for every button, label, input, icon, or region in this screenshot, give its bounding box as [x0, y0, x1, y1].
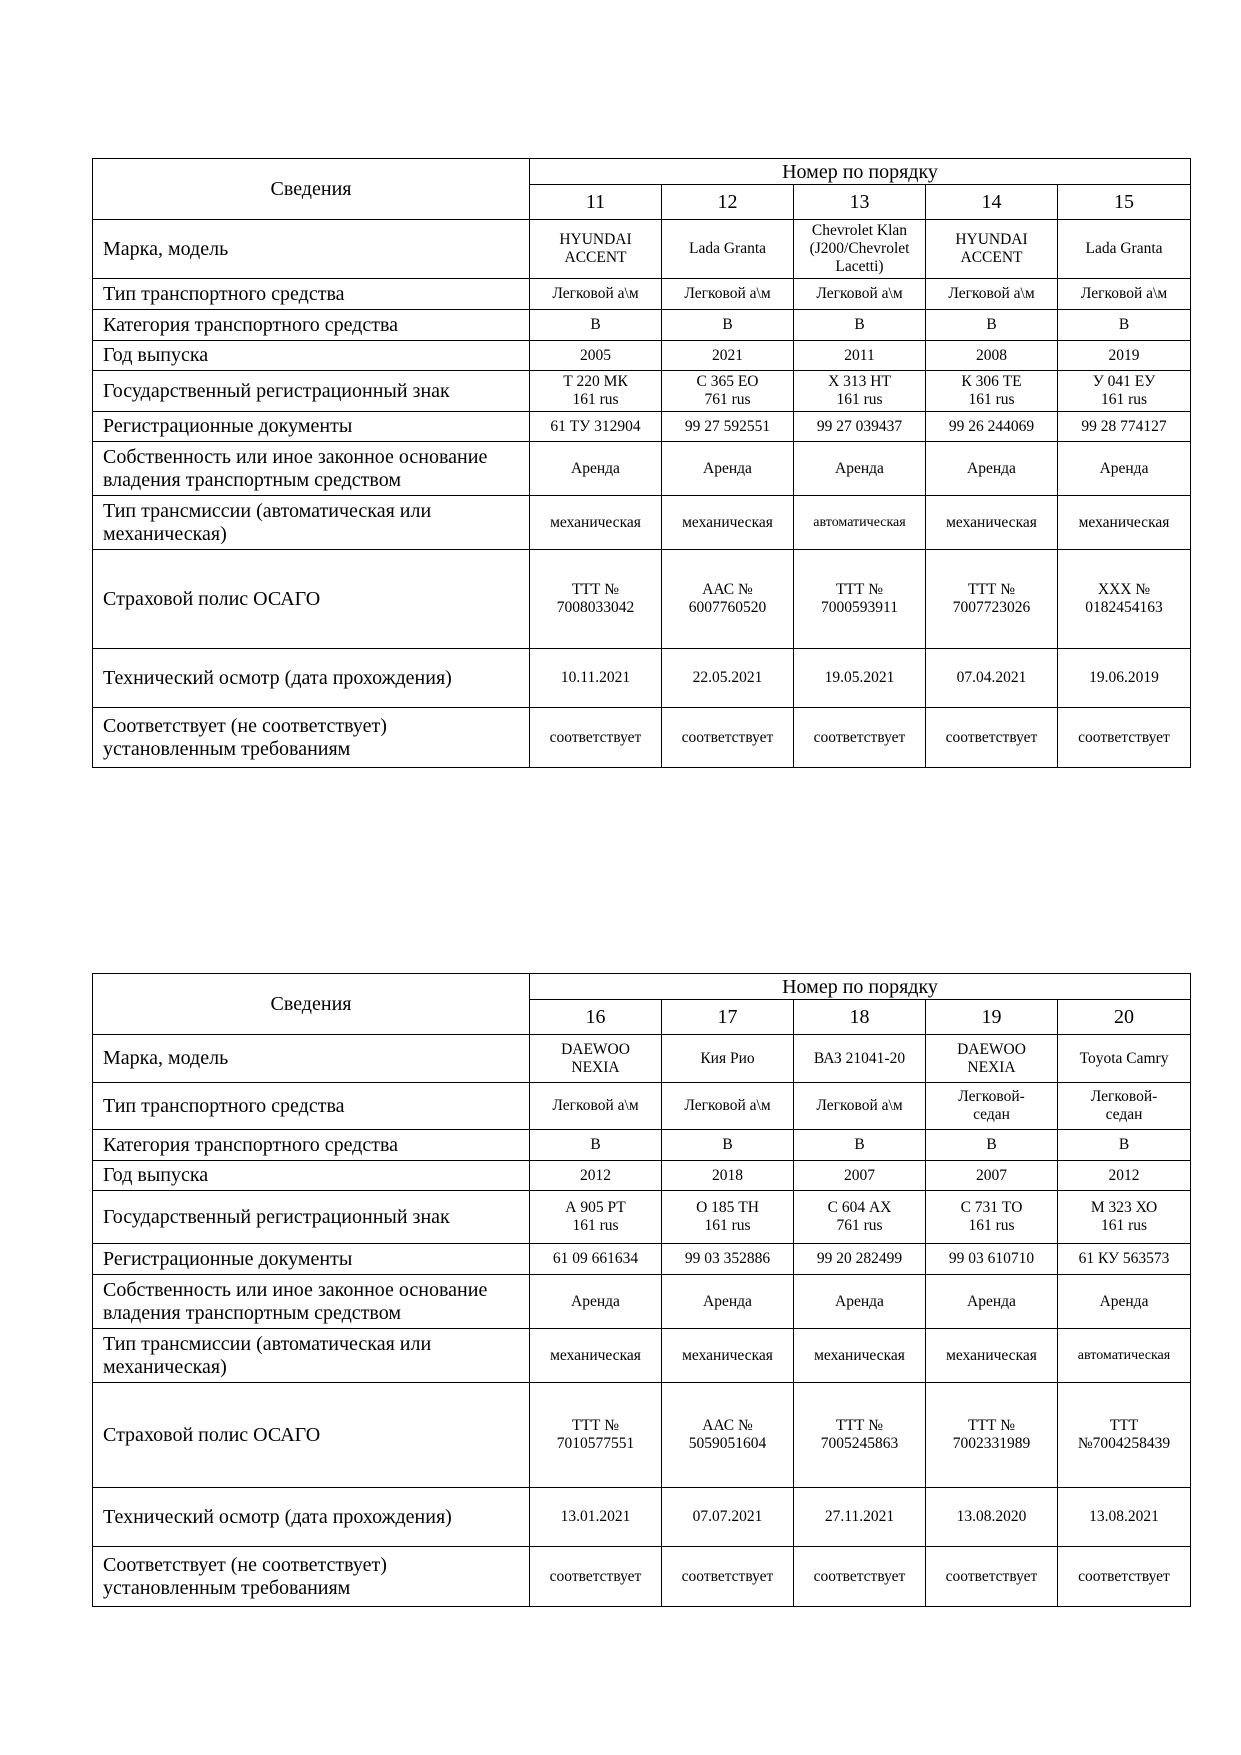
cell-value: ТТТ № 7005245863 — [794, 1383, 926, 1488]
row-label: Категория транспортного средства — [93, 1130, 530, 1161]
row-insurance — [93, 550, 1191, 649]
cell-value: 99 20 282499 — [794, 1244, 926, 1275]
cell-value: В — [926, 1130, 1058, 1161]
cell-value: 2005 — [530, 341, 662, 371]
row-ownership — [93, 442, 1191, 496]
cell-value: соответствует — [1058, 708, 1191, 768]
cell-value: 61 ТУ 312904 — [530, 412, 662, 442]
cell-value: 99 27 592551 — [662, 412, 794, 442]
row-plate — [93, 1191, 1191, 1244]
cell-value: 2011 — [794, 341, 926, 371]
order-number: 19 — [926, 1000, 1058, 1035]
cell-value: В — [662, 310, 794, 341]
cell-value: HYUNDAI ACCENT — [926, 220, 1058, 279]
cell-value: Легковой а\м — [926, 279, 1058, 310]
cell-value: Т 220 МК 161 rus — [530, 371, 662, 412]
order-number-header: Номер по порядку — [530, 974, 1191, 1000]
row-inspection — [93, 649, 1191, 708]
row-label: Страховой полис ОСАГО — [93, 550, 530, 649]
cell-value: О 185 ТН 161 rus — [662, 1191, 794, 1244]
cell-value: Кия Рио — [662, 1035, 794, 1083]
cell-value: В — [1058, 310, 1191, 341]
cell-value: ТТТ № 7007723026 — [926, 550, 1058, 649]
cell-value: Lada Granta — [662, 220, 794, 279]
row-compliance — [93, 1547, 1191, 1607]
order-number: 17 — [662, 1000, 794, 1035]
cell-value: 19.06.2019 — [1058, 649, 1191, 708]
cell-value: Аренда — [530, 1275, 662, 1329]
cell-value: Легковой а\м — [662, 1083, 794, 1130]
cell-value: Аренда — [662, 1275, 794, 1329]
row-label: Год выпуска — [93, 341, 530, 371]
row-make-model — [93, 1035, 1191, 1083]
cell-value: А 905 РТ 161 rus — [530, 1191, 662, 1244]
row-label: Собственность или иное законное основание владения транспортным средством — [93, 442, 530, 496]
row-label: Тип трансмиссии (автоматическая или механическая) — [93, 1329, 530, 1383]
header-row — [93, 159, 1191, 185]
info-header: Сведения — [93, 974, 530, 1035]
vehicle-table-2 — [92, 973, 1191, 1607]
cell-value: В — [1058, 1130, 1191, 1161]
order-number: 15 — [1058, 185, 1191, 220]
cell-value: соответствует — [530, 1547, 662, 1607]
cell-value: Легковой а\м — [794, 1083, 926, 1130]
cell-value: 2012 — [1058, 1161, 1191, 1191]
cell-value: 19.05.2021 — [794, 649, 926, 708]
cell-value: Легковой а\м — [530, 1083, 662, 1130]
row-plate — [93, 371, 1191, 412]
cell-value: 99 28 774127 — [1058, 412, 1191, 442]
cell-value: механическая — [794, 1329, 926, 1383]
row-year — [93, 341, 1191, 371]
cell-value: механическая — [530, 496, 662, 550]
row-transmission — [93, 1329, 1191, 1383]
cell-value: В — [794, 310, 926, 341]
row-label: Технический осмотр (дата прохождения) — [93, 1488, 530, 1547]
cell-value: С 604 АХ 761 rus — [794, 1191, 926, 1244]
row-label: Государственный регистрационный знак — [93, 371, 530, 412]
cell-value: В — [530, 310, 662, 341]
cell-value: 2019 — [1058, 341, 1191, 371]
row-label: Тип транспортного средства — [93, 1083, 530, 1130]
row-label: Технический осмотр (дата прохождения) — [93, 649, 530, 708]
cell-value: механическая — [662, 1329, 794, 1383]
cell-value: Аренда — [794, 1275, 926, 1329]
cell-value: Легковой а\м — [662, 279, 794, 310]
cell-value: 07.04.2021 — [926, 649, 1058, 708]
cell-value: Lada Granta — [1058, 220, 1191, 279]
cell-value: 13.08.2021 — [1058, 1488, 1191, 1547]
cell-value: механическая — [926, 496, 1058, 550]
cell-value: ТТТ № 7010577551 — [530, 1383, 662, 1488]
row-label: Марка, модель — [93, 220, 530, 279]
cell-value: Легковой- седан — [926, 1083, 1058, 1130]
row-make-model — [93, 220, 1191, 279]
cell-value: 07.07.2021 — [662, 1488, 794, 1547]
cell-value: механическая — [662, 496, 794, 550]
cell-value: ААС № 5059051604 — [662, 1383, 794, 1488]
order-number: 12 — [662, 185, 794, 220]
cell-value: ТТТ № 7000593911 — [794, 550, 926, 649]
cell-value: соответствует — [926, 1547, 1058, 1607]
cell-value: соответствует — [662, 1547, 794, 1607]
cell-value: Аренда — [1058, 1275, 1191, 1329]
cell-value: автоматическая — [1058, 1329, 1191, 1383]
cell-value: 2007 — [926, 1161, 1058, 1191]
cell-value: 27.11.2021 — [794, 1488, 926, 1547]
row-category — [93, 1130, 1191, 1161]
row-insurance — [93, 1383, 1191, 1488]
cell-value: ВАЗ 21041-20 — [794, 1035, 926, 1083]
row-inspection — [93, 1488, 1191, 1547]
row-label: Регистрационные документы — [93, 1244, 530, 1275]
cell-value: механическая — [926, 1329, 1058, 1383]
cell-value: Аренда — [1058, 442, 1191, 496]
cell-value: Аренда — [530, 442, 662, 496]
cell-value: Chevrolet Klan (J200/Chevrolet Lacetti) — [794, 220, 926, 279]
cell-value: 13.08.2020 — [926, 1488, 1058, 1547]
row-documents — [93, 412, 1191, 442]
cell-value: соответствует — [1058, 1547, 1191, 1607]
row-label: Год выпуска — [93, 1161, 530, 1191]
cell-value: Легковой- седан — [1058, 1083, 1191, 1130]
cell-value: ХХХ № 0182454163 — [1058, 550, 1191, 649]
order-number: 16 — [530, 1000, 662, 1035]
row-label: Собственность или иное законное основание владения транспортным средством — [93, 1275, 530, 1329]
order-number-header: Номер по порядку — [530, 159, 1191, 185]
cell-value: В — [794, 1130, 926, 1161]
order-number: 13 — [794, 185, 926, 220]
cell-value: Легковой а\м — [530, 279, 662, 310]
cell-value: С 731 ТО 161 rus — [926, 1191, 1058, 1244]
row-label: Тип трансмиссии (автоматическая или механическая) — [93, 496, 530, 550]
cell-value: Аренда — [662, 442, 794, 496]
row-label: Государственный регистрационный знак — [93, 1191, 530, 1244]
cell-value: соответствует — [794, 1547, 926, 1607]
cell-value: автоматическая — [794, 496, 926, 550]
cell-value: ТТТ №7004258439 — [1058, 1383, 1191, 1488]
row-vehicle-type — [93, 1083, 1191, 1130]
row-compliance — [93, 708, 1191, 768]
row-label: Соответствует (не соответствует) установленным требованиям — [93, 708, 530, 768]
row-year — [93, 1161, 1191, 1191]
row-label: Тип транспортного средства — [93, 279, 530, 310]
cell-value: HYUNDAI ACCENT — [530, 220, 662, 279]
cell-value: 13.01.2021 — [530, 1488, 662, 1547]
cell-value: соответствует — [530, 708, 662, 768]
cell-value: механическая — [1058, 496, 1191, 550]
row-label: Регистрационные документы — [93, 412, 530, 442]
cell-value: 2021 — [662, 341, 794, 371]
cell-value: В — [662, 1130, 794, 1161]
cell-value: Х 313 НТ 161 rus — [794, 371, 926, 412]
cell-value: Легковой а\м — [1058, 279, 1191, 310]
cell-value: Аренда — [926, 1275, 1058, 1329]
row-ownership — [93, 1275, 1191, 1329]
cell-value: 99 03 352886 — [662, 1244, 794, 1275]
cell-value: М 323 ХО 161 rus — [1058, 1191, 1191, 1244]
cell-value: механическая — [530, 1329, 662, 1383]
row-category — [93, 310, 1191, 341]
row-label: Категория транспортного средства — [93, 310, 530, 341]
cell-value: соответствует — [794, 708, 926, 768]
cell-value: В — [926, 310, 1058, 341]
order-number: 11 — [530, 185, 662, 220]
cell-value: ААС № 6007760520 — [662, 550, 794, 649]
cell-value: У 041 ЕУ 161 rus — [1058, 371, 1191, 412]
header-row — [93, 974, 1191, 1000]
cell-value: 61 КУ 563573 — [1058, 1244, 1191, 1275]
cell-value: 61 09 661634 — [530, 1244, 662, 1275]
cell-value: DAEWOO NEXIA — [926, 1035, 1058, 1083]
row-label: Страховой полис ОСАГО — [93, 1383, 530, 1488]
cell-value: Аренда — [794, 442, 926, 496]
cell-value: соответствует — [662, 708, 794, 768]
cell-value: 10.11.2021 — [530, 649, 662, 708]
cell-value: ТТТ № 7002331989 — [926, 1383, 1058, 1488]
cell-value: 2008 — [926, 341, 1058, 371]
cell-value: 99 27 039437 — [794, 412, 926, 442]
cell-value: Аренда — [926, 442, 1058, 496]
row-documents — [93, 1244, 1191, 1275]
cell-value: Легковой а\м — [794, 279, 926, 310]
cell-value: соответствует — [926, 708, 1058, 768]
cell-value: К 306 ТЕ 161 rus — [926, 371, 1058, 412]
row-transmission — [93, 496, 1191, 550]
order-number: 14 — [926, 185, 1058, 220]
cell-value: DAEWOO NEXIA — [530, 1035, 662, 1083]
cell-value: С 365 ЕО 761 rus — [662, 371, 794, 412]
cell-value: 2018 — [662, 1161, 794, 1191]
row-vehicle-type — [93, 279, 1191, 310]
cell-value: 22.05.2021 — [662, 649, 794, 708]
vehicle-table-1 — [92, 158, 1191, 768]
cell-value: В — [530, 1130, 662, 1161]
cell-value: 99 26 244069 — [926, 412, 1058, 442]
cell-value: ТТТ № 7008033042 — [530, 550, 662, 649]
row-label: Марка, модель — [93, 1035, 530, 1083]
order-number: 20 — [1058, 1000, 1191, 1035]
info-header: Сведения — [93, 159, 530, 220]
cell-value: Toyota Camry — [1058, 1035, 1191, 1083]
cell-value: 2012 — [530, 1161, 662, 1191]
cell-value: 2007 — [794, 1161, 926, 1191]
cell-value: 99 03 610710 — [926, 1244, 1058, 1275]
row-label: Соответствует (не соответствует) установленным требованиям — [93, 1547, 530, 1607]
order-number: 18 — [794, 1000, 926, 1035]
